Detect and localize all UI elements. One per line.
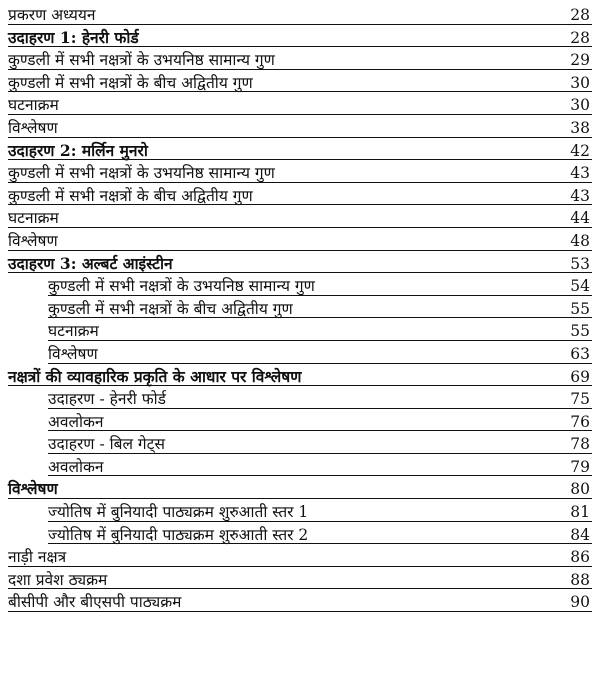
- toc-entry: [0, 207, 600, 230]
- toc-entry-page-number: 43: [570, 164, 590, 183]
- toc-entry-title: उदाहरण 2: मर्लिन मुनरो: [8, 140, 148, 160]
- toc-entry: [0, 49, 600, 72]
- toc-entry-page-number: 28: [570, 28, 590, 47]
- toc-entry-underline: [8, 159, 592, 160]
- toc-entry-title: घटनाक्रम: [8, 209, 59, 228]
- toc-entry: [0, 411, 600, 434]
- toc-entry: [0, 27, 600, 50]
- toc-entry: [0, 94, 600, 117]
- toc-entry-page-number: 48: [570, 231, 590, 250]
- toc-entry: [0, 117, 600, 140]
- toc-entry-page-number: 30: [570, 96, 590, 115]
- toc-entry-title: प्रकरण अध्ययन: [8, 6, 96, 24]
- toc-entry: [0, 298, 600, 321]
- toc-entry-title: कुण्डली में सभी नक्षत्रों के बीच अद्वितीय गुण: [48, 299, 293, 318]
- toc-entry-title: कुण्डली में सभी नक्षत्रों के बीच अद्वितीय गुण: [8, 73, 253, 92]
- toc-entry: [0, 140, 600, 163]
- toc-entry-title: उदाहरण - हेनरी फोर्ड: [48, 390, 166, 409]
- toc-entry-title: कुण्डली में सभी नक्षत्रों के उभयनिष्ठ सामान्य गुण: [8, 164, 275, 183]
- toc-entry-underline: [48, 521, 592, 522]
- toc-entry-page-number: 76: [570, 412, 590, 431]
- table-of-contents: [0, 4, 600, 614]
- toc-entry-underline: [48, 317, 592, 318]
- toc-entry-underline: [8, 114, 592, 115]
- toc-entry-page-number: 81: [570, 503, 590, 522]
- toc-entry-page-number: 88: [570, 570, 590, 589]
- toc-entry-title: घटनाक्रम: [48, 322, 99, 341]
- toc-entry-page-number: 42: [570, 141, 590, 160]
- toc-entry-title: विश्लेषण: [8, 479, 58, 499]
- toc-entry: [0, 591, 600, 614]
- toc-entry-page-number: 90: [570, 593, 590, 612]
- toc-entry-title: विश्लेषण: [48, 344, 98, 363]
- toc-entry-title: बीसीपी और बीएसपी पाठ्यक्रम: [8, 593, 182, 612]
- toc-entry-title: कुण्डली में सभी नक्षत्रों के उभयनिष्ठ सामान्य गुण: [8, 51, 275, 70]
- toc-entry: [0, 524, 600, 547]
- toc-entry-underline: [48, 295, 592, 296]
- toc-entry-page-number: 38: [570, 118, 590, 137]
- toc-entry-underline: [48, 475, 592, 476]
- toc-entry-underline: [8, 46, 592, 47]
- toc-entry: [0, 501, 600, 524]
- toc-entry-page-number: 69: [570, 367, 590, 386]
- toc-entry-title: उदाहरण 3: अल्बर्ट आइंस्टीन: [8, 253, 173, 273]
- toc-entry-title: नक्षत्रों की व्यावहारिक प्रकृति के आधार पर विश्लेषण: [8, 366, 302, 386]
- toc-entry-underline: [8, 182, 592, 183]
- toc-entry-underline: [8, 91, 592, 92]
- toc-entry-page-number: 63: [570, 344, 590, 363]
- toc-entry-underline: [8, 385, 592, 386]
- toc-entry-page-number: 44: [570, 209, 590, 228]
- toc-entry-underline: [48, 543, 592, 544]
- toc-entry-underline: [8, 227, 592, 228]
- toc-entry: [0, 230, 600, 253]
- toc-entry-title: घटनाक्रम: [8, 96, 59, 115]
- toc-entry-title: कुण्डली में सभी नक्षत्रों के उभयनिष्ठ सामान्य गुण: [48, 277, 315, 296]
- toc-entry-page-number: 29: [570, 51, 590, 70]
- toc-entry: [0, 275, 600, 298]
- toc-entry-page-number: 80: [570, 480, 590, 499]
- toc-entry-underline: [48, 453, 592, 454]
- toc-entry-page-number: 84: [570, 525, 590, 544]
- toc-entry-page-number: 86: [570, 548, 590, 567]
- toc-entry-underline: [8, 204, 592, 205]
- toc-entry: [0, 478, 600, 501]
- toc-entry-underline: [8, 24, 592, 25]
- toc-entry: [0, 546, 600, 569]
- toc-entry-underline: [8, 498, 592, 499]
- toc-entry-underline: [48, 340, 592, 341]
- toc-entry: [0, 343, 600, 366]
- toc-entry-underline: [8, 588, 592, 589]
- toc-entry-title: कुण्डली में सभी नक्षत्रों के बीच अद्वितीय गुण: [8, 186, 253, 205]
- toc-entry-title: नाड़ी नक्षत्र: [8, 548, 67, 567]
- toc-entry-underline: [48, 363, 592, 364]
- toc-entry-page-number: 78: [570, 435, 590, 454]
- toc-entry-title: ज्योतिष में बुनियादी पाठ्यक्रम शुरुआती स्तर 1: [48, 503, 309, 522]
- toc-entry-underline: [8, 272, 592, 273]
- toc-entry: [0, 456, 600, 479]
- toc-entry-underline: [8, 137, 592, 138]
- toc-entry-title: ज्योतिष में बुनियादी पाठ्यक्रम शुरुआती स्तर 2: [48, 525, 309, 544]
- toc-entry: [0, 4, 600, 27]
- toc-entry-page-number: 75: [570, 390, 590, 409]
- toc-entry-page-number: 43: [570, 186, 590, 205]
- toc-entry-title: उदाहरण 1: हेनरी फोर्ड: [8, 27, 139, 47]
- toc-entry-underline: [8, 250, 592, 251]
- toc-entry: [0, 185, 600, 208]
- toc-entry: [0, 433, 600, 456]
- toc-entry-underline: [8, 566, 592, 567]
- toc-entry-page-number: 55: [570, 322, 590, 341]
- toc-entry-underline: [48, 430, 592, 431]
- toc-entry-page-number: 55: [570, 299, 590, 318]
- toc-entry-title: दशा प्रवेश ठ्यक्रम: [8, 570, 108, 589]
- toc-entry-underline: [48, 408, 592, 409]
- toc-entry: [0, 366, 600, 389]
- toc-entry-underline: [8, 69, 592, 70]
- toc-entry-page-number: 53: [570, 254, 590, 273]
- toc-entry: [0, 388, 600, 411]
- toc-entry-page-number: 28: [570, 6, 590, 24]
- toc-entry: [0, 569, 600, 592]
- toc-entry-title: विश्लेषण: [8, 118, 58, 137]
- toc-entry: [0, 320, 600, 343]
- toc-entry-title: विश्लेषण: [8, 231, 58, 250]
- toc-entry-page-number: 54: [570, 277, 590, 296]
- toc-entry: [0, 253, 600, 276]
- toc-entry: [0, 162, 600, 185]
- toc-entry-title: अवलोकन: [48, 412, 104, 431]
- toc-entry-page-number: 79: [570, 457, 590, 476]
- toc-entry-underline: [8, 611, 592, 612]
- toc-entry-title: अवलोकन: [48, 457, 104, 476]
- toc-entry: [0, 72, 600, 95]
- toc-entry-page-number: 30: [570, 73, 590, 92]
- toc-entry-title: उदाहरण - बिल गेट्स: [48, 435, 165, 454]
